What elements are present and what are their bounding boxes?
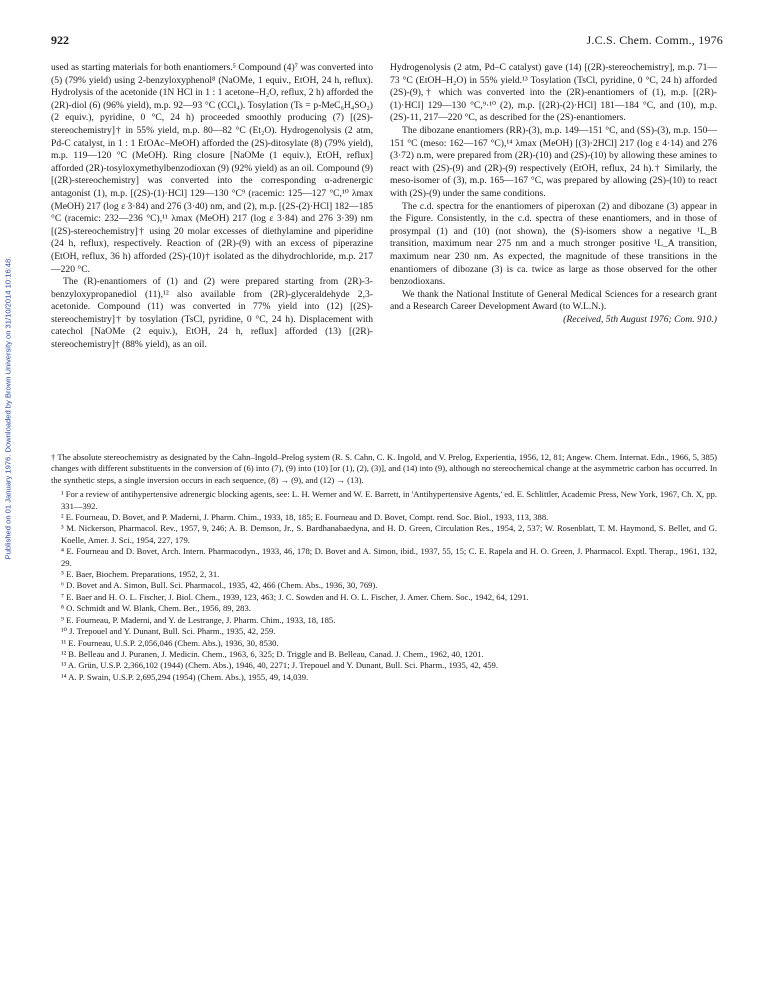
reference: ¹² B. Belleau and J. Puranen, J. Medicin. Chem., 1963, 6, 325; D. Triggle and B. Belleau, Canad. J. Chem., 1962, 40, 1201.	[61, 648, 484, 659]
publication-sidebar	[2, 218, 14, 598]
paragraph: The dibozane enantiomers (RR)-(3), m.p. 149—151 °C, and (SS)-(3), m.p. 150—151 °C (meso: 162—167 °C),¹⁴ λmax (MeOH) [(3)·2HCl] 217 (log ε 4·14) and 276 (3·72) n.m, were prepared from (2R)-(10) and (2S)-(10) by allowing these amines to react with (2S)-(9) and (2R)-(9) respectively (EtOH, reflux, 24 h).† Similarly, the meso-isomer of (3), m.p. 165—167 °C, was prepared by allowing (2S)-(10) to react with (2S)-(9) under the same conditions.	[390, 124, 717, 199]
paragraph: The c.d. spectra for the enantiomers of piperoxan (2) and dibozane (3) appear in the Figure. Consistently, in the c.d. spectra of these enantiomers, and in those of prosympal (1) and (10) (not shown), the (S)-isomers show a negative ¹L_B transition, maximum near 275 nm and a much stronger positive ¹L_A transition, maximum near 230 nm. As expected, the magnitude of these transitions in the enantiomers of dibozane (3) is ca. twice as large as those observed for the other benzodioxans.	[390, 200, 717, 288]
reference: ⁹ E. Fourneau, P. Maderni, and Y. de Lestrange, J. Pharm. Chim., 1933, 18, 185.	[61, 614, 336, 625]
publication-note: Published on 01 January 1976. Downloaded by Brown University on 31/10/2014 10:16:48.	[3, 256, 13, 560]
received-date: (Received, 5th August 1976; Com. 910.)	[563, 313, 717, 325]
reference: ⁶ D. Bovet and A. Simon, Bull. Sci. Pharmacol., 1935, 42, 466 (Chem. Abs., 1936, 30, 769).	[61, 580, 378, 591]
footnotes	[51, 452, 717, 683]
stereochemistry-footnote: † The absolute stereochemistry as designated by the Cahn–Ingold–Prelog system (R. S. Cahn, C. K. Ingold, and V. Prelog, Experientia, 1956, 12, 81; Angew. Chem. Internat. Edn., 1966, 5, 385) changes with different substituents in the conversion of (6) into (7), (9) into (10) [or (1), (2), (3)], and (14) into (9), although no stereochemical change at the asymmetric carbon has occurred. In the synthetic steps, a single inversion occurs in each sequence, (8) → (9), and (12) → (13).	[51, 452, 717, 485]
reference: ¹⁴ A. P. Swain, U.S.P. 2,695,294 (1954) (Chem. Abs.), 1955, 49, 14,039.	[61, 671, 309, 682]
reference: ¹⁰ J. Trepouel and Y. Dunant, Bull. Sci. Pharm., 1935, 42, 259.	[61, 626, 276, 637]
reference: ⁴ E. Fourneau and D. Bovet, Arch. Intern. Pharmacodyn., 1933, 46, 178; D. Bovet and A. Simon, ibid., 1937, 55, 15; C. E. Rapela and H. O. Green, J. Pharmacol. Exptl. Therap., 1961, 132, 29.	[61, 546, 717, 568]
journal-header: J.C.S. Chem. Comm., 1976	[586, 33, 723, 47]
right-column	[390, 62, 717, 326]
page-number: 922	[51, 33, 69, 47]
reference: ⁵ E. Baer, Biochem. Preparations, 1952, 2, 31.	[61, 569, 220, 580]
paragraph: used as starting materials for both enantiomers.⁵ Compound (4)⁷ was converted into (5) (79% yield) using 2-benzyloxyphenol⁸ (NaOMe, 1 equiv., EtOH, 24 h, reflux). Hydrolysis of the acetonide (1N HCl in 1 : 1 acetone–H₂O, reflux, 2 h) afforded the (2R)-diol (6) (96% yield), m.p. 92—93 °C (CCl₄). Tosylation (Ts = p-MeC₆H₄SO₂) (2 equiv.), pyridine, 0 °C, 24 h) proceeded smoothly producing (7) [(2S)-stereochemistry]† in 55% yield, m.p. 80—82 °C (Et₂O). Hydrogenolysis (2 atm, Pd-C catalyst, in 1 : 1 EtOAc–MeOH) afforded the (2S)-ditosylate (8) (79% yield), m.p. 119—120 °C (MeOH). Ring closure [NaOMe (1 equiv.), EtOH, reflux] afforded (2R)-tosyloxymethylbenzodioxan (9) (92% yield) as an oil. Compound (9) [(2R)-stereochemistry] was converted into the corresponding α-adrenergic antagonist (1), m.p. [(2S)-(1)·HCl] 129—130 °C⁹ (racemic: 125—127 °C,¹⁰ λmax (MeOH) 217 (log ε 3·84) and 276 (3·40) nm, and (2), m.p. [(2S-(2)·HCl] 182—185 °C (racemic: 232—236 °C),¹¹ λmax (MeOH) 217 (log ε 3·84) and 276 3·39) nm [(2S)-stereochemistry]† using 20 molar excesses of diethylamine and piperidine (24 h, reflux), respectively. Reaction of (2R)-(9) with an excess of piperazine (EtOH, reflux, 36 h) afforded (2S)-(10)† isolated as the dihydrochloride, m.p. 217—220 °C.	[51, 62, 373, 275]
reference: ¹³ A. Grün, U.S.P. 2,366,102 (1944) (Chem. Abs.), 1946, 40, 2271; J. Trepouel and Y. Dunant, Bull. Sci. Pharm., 1935, 42, 459.	[61, 660, 498, 671]
left-column	[51, 62, 373, 352]
reference: ⁸ O. Schmidt and W. Blank, Chem. Ber., 1956, 89, 283.	[61, 603, 251, 614]
acknowledgement: We thank the National Institute of General Medical Sciences for a research grant and a Research Career Development Award (to W.L.N.).	[390, 288, 717, 313]
reference: ³ M. Nickerson, Pharmacol. Rev., 1957, 9, 246; A. B. Demson, Jr., S. Bardhanabaedyna, and H. D. Green, Circulation Res., 1954, 2, 537; W. Rosenblatt, T. M. Haymond, S. Bellet, and G. Koelle, Amer. J. Sci., 1954, 227, 179.	[61, 523, 717, 545]
paragraph: The (R)-enantiomers of (1) and (2) were prepared starting from (2R)-3-benzyloxypropanediol (11),¹² also available from (2R)-glyceraldehyde 2,3-acetonide. Compound (11) was converted in 77% yield into (12) [(2S)-stereochemistry]† by tosylation (TsCl, pyridine, 0 °C, 24 h). Displacement with catechol [NaOMe (2 equiv.), EtOH, 24 h, reflux] afforded (13) [(2R)-stereochemistry]† (88% yield), as an oil.	[51, 276, 373, 351]
reference: ¹¹ E. Fourneau, U.S.P. 2,056,046 (Chem. Abs.), 1936, 30, 8530.	[61, 637, 279, 648]
reference: ⁷ E. Baer and H. O. L. Fischer, J. Biol. Chem., 1939, 123, 463; J. C. Sowden and H. O. L. Fischer, J. Amer. Chem. Soc., 1942, 64, 1291.	[61, 591, 529, 602]
paragraph: Hydrogenolysis (2 atm, Pd–C catalyst) gave (14) [(2R)-stereochemistry], m.p. 71—73 °C (EtOH–H₂O) in 55% yield.¹³ Tosylation (TsCl, pyridine, 0 °C, 24 h) afforded (2S)-(9),† which was converted into the (2R)-enantiomers of (1), m.p. [(2R)-(1)·HCl] 129—130 °C,⁹·¹⁰ (2), m.p. [(2R)-(2)·HCl] 181—184 °C, and (10), m.p. (2S)-11, 217—220 °C, as described for the (2S)-enantiomers.	[390, 62, 717, 124]
reference: ¹ For a review of antihypertensive adrenergic blocking agents, see: L. H. Werner and W. E. Barrett, in 'Antihypertensive Agents,' ed. E. Schlittler, Academic Press, New York, 1967, Ch. X, pp. 331—392.	[61, 489, 717, 511]
reference: ² E. Fourneau, D. Bovet, and P. Maderni, J. Pharm. Chim., 1933, 18, 185; E. Fourneau and D. Bovet, Compt. rend. Soc. Biol., 1933, 113, 388.	[61, 512, 549, 523]
